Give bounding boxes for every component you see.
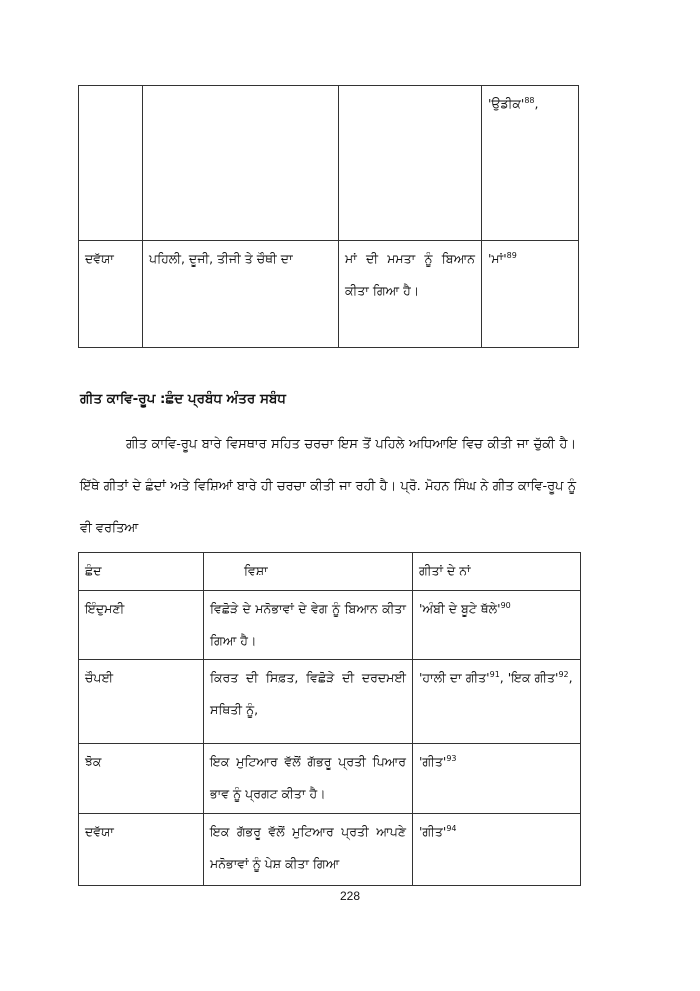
paragraph-text: ਗੀਤ ਕਾਵਿ-ਰੂਪ ਬਾਰੇ ਵਿਸਥਾਰ ਸਹਿਤ ਚਰਚਾ ਇਸ ਤੋਂ ਪਹਿਲੇ ਅਧਿਆਇ ਵਿਚ ਕੀਤੀ ਜਾ ਚੁੱਕੀ ਹੈ। ਇੱਥੇ ਗੀਤਾਂ ਦੇ ਛੰਦਾਂ ਅਤੇ ਵਿਸ਼ਿਆਂ ਬਾਰੇ ਹੀ ਚਰਚਾ ਕੀਤੀ ਜਾ ਰਹੀ ਹੈ। ਪ੍ਰੋ. ਮੋਹਨ ਸਿੰਘ ਨੇ ਗੀਤ ਕਾਵਿ-ਰੂਪ ਨੂੰ ਵੀ ਵਰਤਿਆ — [80, 437, 576, 536]
table-row — [79, 814, 581, 886]
chhand-table-continued — [78, 85, 579, 348]
cell-visha: ਕਿਰਤ ਦੀ ਸਿਫ਼ਤ, ਵਿਛੋੜੇ ਦੀ ਦਰਦਮਈ ਸਥਿਤੀ ਨੂੰ, — [204, 660, 413, 744]
cell-geet — [413, 744, 581, 814]
table-cell: ਦਵੱਯਾ — [79, 241, 143, 348]
table-row — [79, 591, 581, 660]
song-title: 'ਹਾਲੀ ਦਾ ਗੀਤ' — [419, 670, 490, 685]
song-title: 'ਉਡੀਕ' — [488, 96, 525, 111]
page-number: 228 — [339, 889, 361, 903]
table-row — [79, 744, 581, 814]
table-row — [79, 241, 579, 348]
song-title: 'ਅੰਬੀ ਦੇ ਬੂਟੇ ਥੱਲੇ' — [419, 601, 501, 616]
chhand-vishe-table — [78, 552, 581, 886]
footnote-ref: 91 — [489, 670, 500, 679]
footnote-ref: 93 — [446, 754, 457, 763]
cell-geet — [413, 660, 581, 744]
table-cell — [143, 86, 339, 241]
song-title: 'ਮਾਂ' — [488, 251, 507, 266]
cell-geet — [413, 814, 581, 886]
table-row — [79, 660, 581, 744]
table-cell: ਪਹਿਲੀ, ਦੂਜੀ, ਤੀਜੀ ਤੇ ਚੌਥੀ ਦਾ — [143, 241, 339, 348]
table-cell — [482, 241, 579, 348]
table-cell — [339, 86, 482, 241]
table-header-row — [79, 553, 581, 591]
song-title: 'ਗੀਤ' — [419, 754, 447, 769]
table-cell: ਮਾਂ ਦੀ ਮਮਤਾ ਨੂੰ ਬਿਆਨ ਕੀਤਾ ਗਿਆ ਹੈ। — [339, 241, 482, 348]
header-visha — [204, 553, 413, 591]
cell-chhand: ਚੌਪਈ — [79, 660, 204, 744]
cell-visha: ਵਿਛੋੜੇ ਦੇ ਮਨੋਭਾਵਾਂ ਦੇ ਵੇਗ ਨੂੰ ਬਿਆਨ ਕੀਤਾ ਗਿਆ ਹੈ। — [204, 591, 413, 660]
cell-chhand: ਝੋਕ — [79, 744, 204, 814]
footnote-ref: 90 — [500, 601, 511, 610]
cell-chhand: ਇੰਦੁਮਣੀ — [79, 591, 204, 660]
footnote-ref: 89 — [506, 251, 517, 260]
body-paragraph — [80, 424, 576, 550]
footnote-ref: 88 — [524, 96, 535, 105]
cell-chhand: ਦਵੱਯਾ — [79, 814, 204, 886]
punctuation: , — [534, 96, 539, 111]
footnote-ref: 94 — [446, 824, 457, 833]
cell-visha: ਇਕ ਮੁਟਿਆਰ ਵੱਲੋਂ ਗੱਭਰੂ ਪ੍ਰਤੀ ਪਿਆਰ ਭਾਵ ਨੂੰ ਪ੍ਰਗਟ ਕੀਤਾ ਹੈ। — [204, 744, 413, 814]
table-cell — [79, 86, 143, 241]
section-heading: ਗੀਤ ਕਾਵਿ-ਰੂਪ :ਛੰਦ ਪ੍ਰਬੰਧ ਅੰਤਰ ਸਬੰਧ — [80, 391, 286, 407]
header-chhand: ਛੰਦ — [79, 553, 204, 591]
header-label: ਵਿਸ਼ਾ — [244, 563, 268, 578]
header-geetan-de-naan: ਗੀਤਾਂ ਦੇ ਨਾਂ — [413, 553, 581, 591]
punctuation: , — [568, 670, 573, 685]
cell-geet — [413, 591, 581, 660]
cell-visha: ਇਕ ਗੱਭਰੂ ਵੱਲੋਂ ਮੁਟਿਆਰ ਪ੍ਰਤੀ ਆਪਣੇ ਮਨੋਭਾਵਾਂ ਨੂੰ ਪੇਸ਼ ਕੀਤਾ ਗਿਆ — [204, 814, 413, 886]
table-row — [79, 86, 579, 241]
footnote-ref: 92 — [558, 670, 569, 679]
table-cell — [482, 86, 579, 241]
song-title: , 'ਇਕ ਗੀਤ' — [499, 670, 559, 685]
song-title: 'ਗੀਤ' — [419, 824, 447, 839]
